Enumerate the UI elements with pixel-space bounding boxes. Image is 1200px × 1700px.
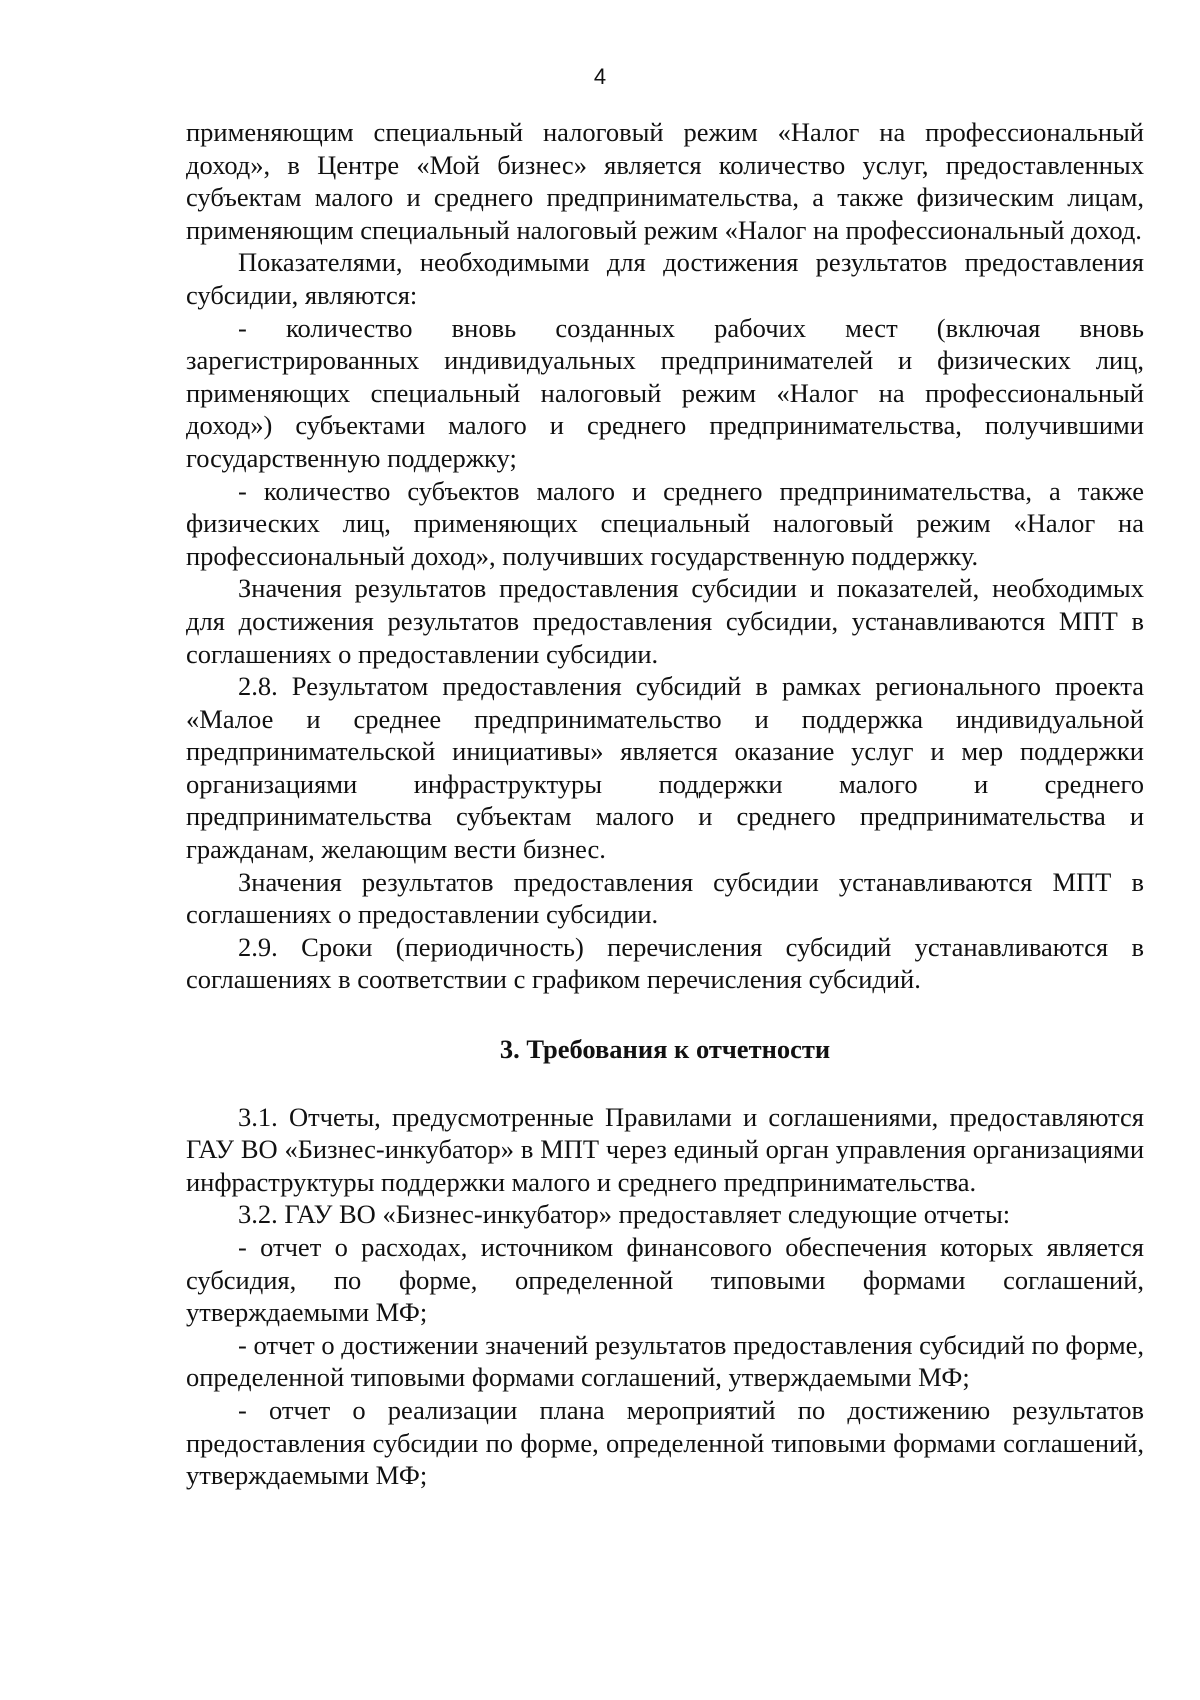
list-item-supported-subjects: - количество субъектов малого и среднего предпринимательства, а также физических лиц, применяющих специальный налоговый режим «Налог на профессиональный доход», получивших государственную поддержку. xyxy=(186,475,1144,571)
list-item-plan-report: - отчет о реализации плана мероприятий по достижению результатов предоставления субсидии по форме, определенной типовыми формами соглашений, утверждаемыми МФ; xyxy=(186,1394,1144,1491)
page-number: 4 xyxy=(593,64,607,89)
list-item-workplaces: - количество вновь созданных рабочих мест (включая вновь зарегистрированных индивидуальных предпринимателей и физических лиц, применяющих специальный налоговый режим «Налог на профессиональный доход») субъектами малого и среднего предпринимательства, получившими государственную поддержку; xyxy=(186,312,1144,473)
section-heading: 3. Требования к отчетности xyxy=(499,1034,831,1065)
paragraph-continuation: применяющим специальный налоговый режим «Налог на профессиональный доход», в Центре «Мой бизнес» является количество услуг, предоставленных субъектам малого и среднего предпринимательства, а также физическим лицам, применяющим специальный налоговый режим «Налог на профессиональный доход. xyxy=(186,117,1144,245)
paragraph-2-8: 2.8. Результатом предоставления субсидий в рамках регионального проекта «Малое и среднее предпринимательство и поддержка индивидуальной предпринимательской инициативы» является оказание услуг и мер поддержки организациями инфраструктуры поддержки малого и среднего предпринимательства субъектам малого и среднего предпринимательства и гражданам, желающим вести бизнес. xyxy=(186,671,1144,865)
paragraph-3-1: 3.1. Отчеты, предусмотренные Правилами и соглашениями, предоставляются ГАУ ВО «Бизнес-инкубатор» в МПТ через единый орган управления организациями инфраструктуры поддержки малого и среднего предпринимательства. xyxy=(186,1101,1144,1197)
document-body xyxy=(186,116,1144,1492)
list-item-expense-report: - отчет о расходах, источником финансового обеспечения которых является субсидия, по форме, определенной типовыми формами соглашений, утверждаемыми МФ; xyxy=(186,1232,1144,1328)
paragraph-2-9: 2.9. Сроки (периодичность) перечисления субсидий устанавливаются в соглашениях в соответствии с графиком перечисления субсидий. xyxy=(186,931,1144,995)
list-item-results-report: - отчет о достижении значений результатов предоставления субсидий по форме, определенной типовыми формами соглашений, утверждаемыми МФ; xyxy=(186,1329,1144,1393)
paragraph-indicators-intro: Показателями, необходимыми для достижения результатов предоставления субсидии, являются: xyxy=(186,247,1144,310)
paragraph-3-2: 3.2. ГАУ ВО «Бизнес-инкубатор» предоставляет следующие отчеты: xyxy=(238,1199,1011,1230)
paragraph-values-results: Значения результатов предоставления субсидии устанавливаются МПТ в соглашениях о предоставлении субсидии. xyxy=(186,866,1144,930)
paragraph-values-established: Значения результатов предоставления субсидии и показателей, необходимых для достижения результатов предоставления субсидии, устанавливаются МПТ в соглашениях о предоставлении субсидии. xyxy=(186,573,1144,669)
